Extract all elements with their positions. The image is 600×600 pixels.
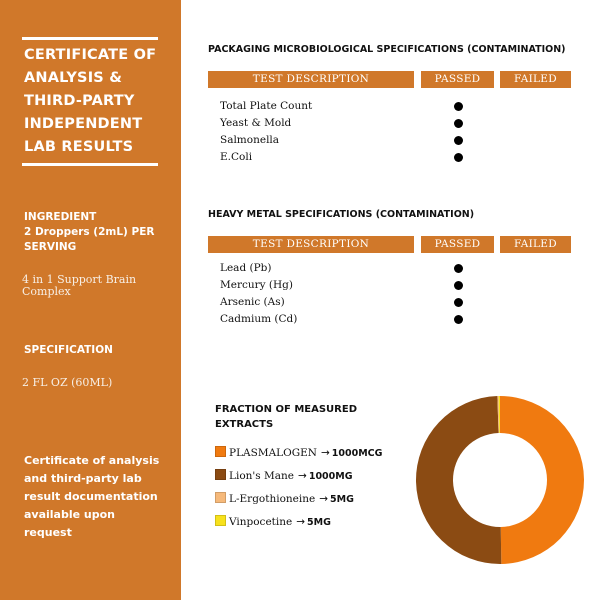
- arrow-right-icon: →: [319, 493, 329, 505]
- test-name: E.Coli: [220, 151, 253, 163]
- legend-amount: 1000MG: [308, 471, 353, 482]
- legend-item: [215, 469, 382, 492]
- legend-label: PLASMALOGEN: [229, 447, 317, 459]
- table-row: [220, 98, 312, 115]
- legend-item: [215, 515, 382, 538]
- ingredient-dose: 2 Droppers (2mL) PER SERVING: [24, 226, 155, 253]
- chart-title: FRACTION OF MEASURED EXTRACTS: [215, 404, 357, 430]
- legend-label: Lion's Mane: [229, 470, 295, 482]
- legend-swatch: [215, 515, 226, 526]
- passed-dot-icon: [454, 153, 463, 162]
- legend-amount: 5MG: [307, 517, 331, 528]
- table2-header-failed: FAILED: [500, 236, 571, 253]
- specification-value: 2 FL OZ (60ML): [22, 376, 113, 389]
- legend-swatch: [215, 446, 226, 457]
- legend-swatch: [215, 492, 226, 503]
- passed-dot-icon: [454, 264, 463, 273]
- donut-slice: [416, 396, 501, 564]
- test-name: Cadmium (Cd): [220, 313, 298, 325]
- passed-dot-icon: [454, 119, 463, 128]
- microbiological-table-rows: [220, 98, 312, 166]
- certificate-title: CERTIFICATE OF ANALYSIS & THIRD-PARTY INDEPENDENT LAB RESULTS: [24, 47, 157, 155]
- legend-label: Vinpocetine: [229, 516, 293, 528]
- passed-dot-icon: [454, 315, 463, 324]
- passed-dot-icon: [454, 102, 463, 111]
- table2-header-passed: PASSED: [421, 236, 494, 253]
- sidebar-panel: [0, 0, 181, 600]
- legend-amount: 1000MCG: [331, 448, 383, 459]
- test-name: Total Plate Count: [220, 100, 313, 112]
- legend-item: [215, 492, 382, 515]
- heavy-metal-table-rows: [220, 260, 297, 328]
- ingredient-label: [24, 210, 164, 255]
- table-row: [220, 115, 312, 132]
- arrow-right-icon: →: [296, 516, 306, 528]
- chart-legend: [215, 446, 382, 538]
- microbiological-table-title: PACKAGING MICROBIOLOGICAL SPECIFICATIONS (CONTAMINATION): [208, 44, 566, 55]
- legend-swatch: [215, 469, 226, 480]
- table-row: [220, 294, 297, 311]
- title-bottom-rule: [22, 163, 158, 166]
- legend-item: [215, 446, 382, 469]
- ingredient-heading: INGREDIENT: [24, 211, 97, 223]
- title-top-rule: [22, 37, 158, 40]
- table-row: [220, 311, 297, 328]
- table-row: [220, 277, 297, 294]
- arrow-right-icon: →: [320, 447, 330, 459]
- test-name: Yeast & Mold: [220, 117, 292, 129]
- legend-label: L-Ergothioneine: [229, 493, 316, 505]
- specification-label: SPECIFICATION: [24, 344, 113, 356]
- table-row: [220, 260, 297, 277]
- donut-slice: [500, 396, 584, 564]
- test-name: Mercury (Hg): [220, 279, 293, 291]
- test-name: Lead (Pb): [220, 262, 272, 274]
- product-name: 4 in 1 Support Brain Complex: [22, 273, 137, 298]
- table2-header-description: TEST DESCRIPTION: [208, 236, 414, 253]
- passed-dot-icon: [454, 136, 463, 145]
- table-row: [220, 149, 312, 166]
- table1-header-passed: PASSED: [421, 71, 494, 88]
- documentation-note: Certificate of analysis and third-party lab result documentation available upon request: [24, 454, 160, 539]
- test-name: Salmonella: [220, 134, 280, 146]
- legend-amount: 5MG: [330, 494, 354, 505]
- passed-dot-icon: [454, 298, 463, 307]
- test-name: Arsenic (As): [220, 296, 285, 308]
- passed-dot-icon: [454, 281, 463, 290]
- extracts-donut-chart: [410, 390, 590, 570]
- table-row: [220, 132, 312, 149]
- table1-header-failed: FAILED: [500, 71, 571, 88]
- table1-header-description: TEST DESCRIPTION: [208, 71, 414, 88]
- heavy-metal-table-title: HEAVY METAL SPECIFICATIONS (CONTAMINATION): [208, 209, 475, 220]
- arrow-right-icon: →: [298, 470, 307, 482]
